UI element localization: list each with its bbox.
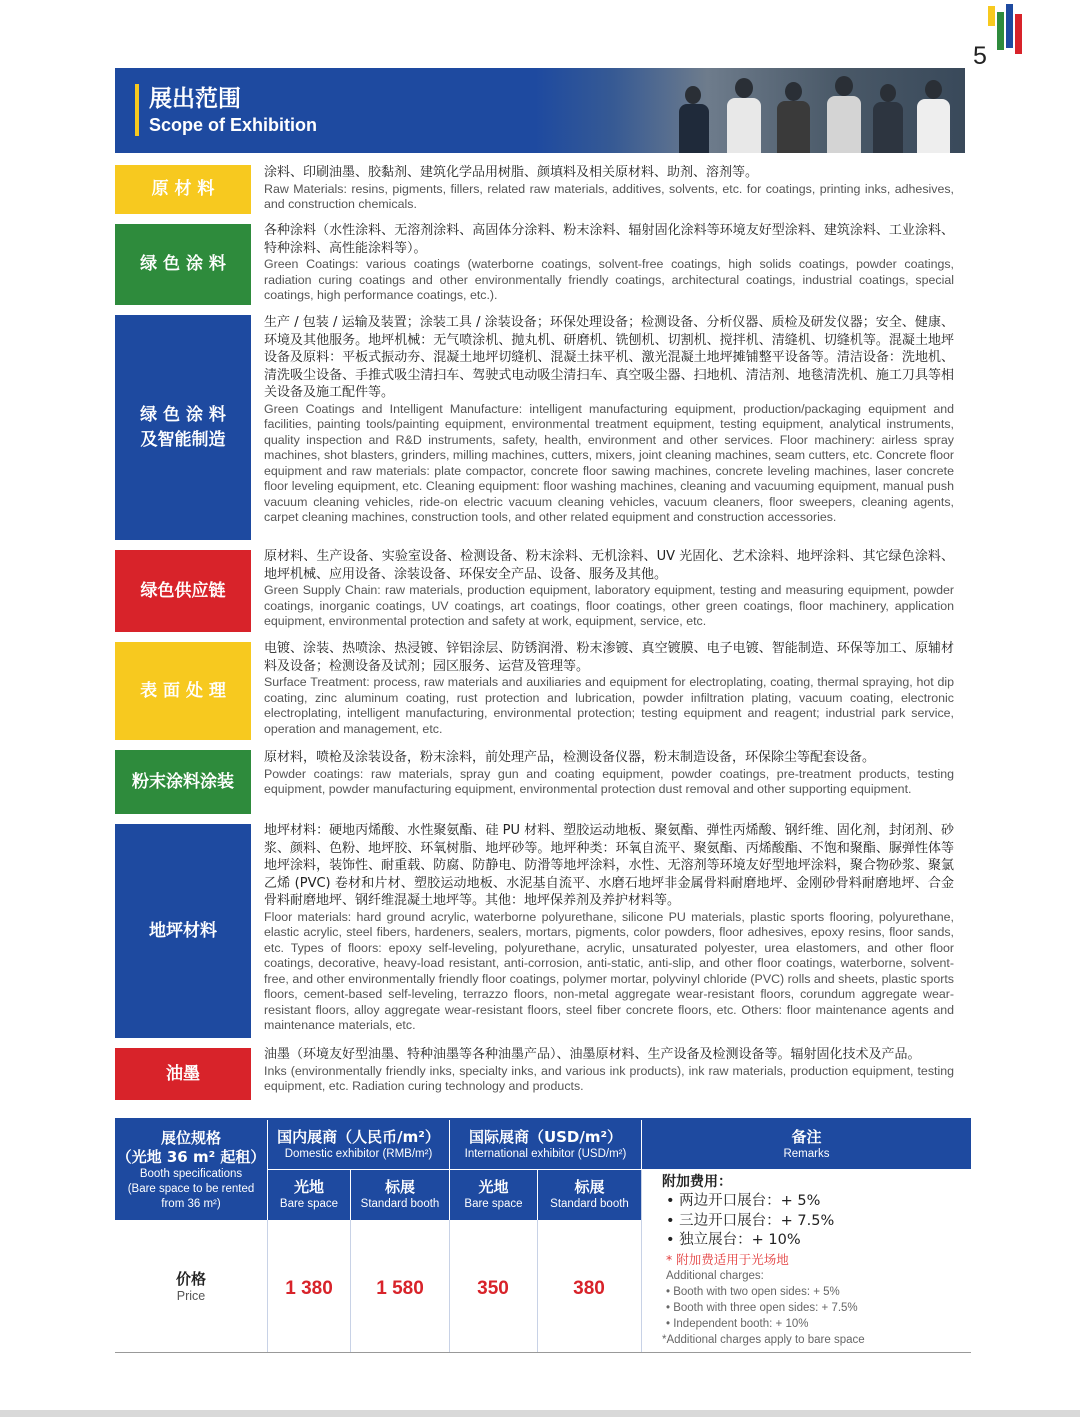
desc-cn: 原材料、生产设备、实验室设备、检测设备、粉末涂料、无机涂料、UV 光固化、艺术涂料、地坪涂料、其它绿色涂料、地坪机械、应用设备、涂装设备、环保安全产品、设备、服务及其他。 xyxy=(264,549,954,582)
exhibition-photo xyxy=(535,68,965,153)
desc-en: Green Supply Chain: raw materials, production equipment, laboratory equipment, testing and measuring equipment, powder coatings, inorganic coatings, UV coatings, art coatings, floor coatings, other green coatings, floor machinery, application equipment, environmental protection and safety at work, equipment, service, etc. xyxy=(264,583,954,628)
category-desc-floor-materials xyxy=(264,822,954,1034)
price-label-cn: 价格 xyxy=(175,1270,206,1288)
header-bare-en: Bare space xyxy=(464,1198,523,1210)
category-desc-powder-coatings xyxy=(264,749,954,798)
desc-en: Green Coatings: various coatings (waterborne coatings, solvent-free coatings, high solids coatings, powder coatings, radiation curing coatings and other environmentally friendly coatings, architectural coatings, industrial coatings, special coatings, high performance coatings, etc.). xyxy=(264,257,954,302)
desc-cn: 生产 / 包装 / 运输及装置；涂装工具 / 涂装设备；环保处理设备；检测设备、分析仪器、质检及研发仪器；安全、健康、环境及其他服务。地坪机械：无气喷涂机、抛丸机、研磨机、铣刨机、切割机、搅拌机、清缝机、切缝机等。混凝土地坪设备及原料：平板式振动夯、混凝土地坪切缝机、混凝土抹平机、激光混凝土地坪摊铺整平设备等。清洁设备：洗地机、清洗吸尘设备、手推式吸尘清扫车、驾驶式电动吸尘清扫车、真空吸尘器、扫地机、清洁剂、地毯清洗机、施工刀具等相关设备及施工配件等。 xyxy=(264,315,954,400)
header-bare-en: Bare space xyxy=(279,1198,339,1210)
price-row-label xyxy=(115,1268,267,1303)
category-label-inks: 油墨 xyxy=(115,1048,251,1100)
header-remarks xyxy=(642,1120,971,1169)
section-title-cn: 展出范围 xyxy=(149,86,241,112)
page-number: 5 xyxy=(973,42,987,70)
brand-logo xyxy=(988,0,1028,58)
header-domestic-standard xyxy=(351,1170,449,1220)
desc-cn: 油墨（环境友好型油墨、特种油墨等各种油墨产品）、油墨原材料、生产设备及检测设备等。辐射固化技术及产品。 xyxy=(264,1047,921,1062)
remark-en-note: *Additional charges apply to bare space xyxy=(662,1333,865,1346)
category-label-green-coatings: 绿 色 涂 料 xyxy=(115,224,251,305)
category-label-floor-materials: 地坪材料 xyxy=(115,824,251,1038)
remark-en-item: • Booth with two open sides: + 5% xyxy=(666,1285,840,1298)
remarks-panel xyxy=(662,1173,962,1348)
remark-item: • 独立展台：+ 10% xyxy=(666,1232,801,1248)
header-bare-cn: 光地 xyxy=(293,1178,324,1196)
desc-en: Surface Treatment: process, raw materials and auxiliaries and equipment for electroplating, coating, thermal spraying, hot dip coating, zinc aluminum coating, rust protection and lubrication, powder infiltration plating, vacuum coating, electronic electroplating, intelligent manufacturing, environmental protection; testing equipment and reagent; industrial park service, operation and management, etc. xyxy=(264,675,954,736)
remark-en-heading: Additional charges: xyxy=(666,1269,764,1282)
remark-en-item: • Independent booth: + 10% xyxy=(666,1317,809,1330)
desc-en: Raw Materials: resins, pigments, fillers, related raw materials, additives, solvents, etc. for coatings, printing inks, adhesives, and construction chemicals. xyxy=(264,181,954,211)
desc-en: Green Coatings and Intelligent Manufacture: intelligent manufacturing equipment, production/packaging equipment and facilities, painting tools/painting equipment, environmental treatment equipment, testing equipment, analytical instruments, quality inspection and R&D instruments, safety, health, environment and other services. Floor machinery: airless spray machines, shot blasters, grinders, milling machines, cutters, mixers, joint cleaning machines, seam cutters, etc. Concrete floor equipment and raw materials: plate compactor, concrete floor sawing machines, concrete leveling machines, laser concrete floor leveling equipment, etc. Cleaning equipment: floor washing machines, cleaning and vacuuming equipment, manual push vacuum cleaning vehicles, ride-on electric vacuum cleaning vehicles, vacuum cleaners, floor sweepers, cleaning agents, carpet cleaning machines, construction tools, and other related equipment and construction accessories. xyxy=(264,401,954,524)
category-label-intelligent-manufacture: 绿 色 涂 料 及智能制造 xyxy=(115,315,251,540)
price-label-en: Price xyxy=(176,1289,206,1303)
category-label-raw-materials: 原 材 料 xyxy=(115,165,251,214)
category-label-green-supply-chain: 绿色供应链 xyxy=(115,550,251,632)
header-booth-spec-en: Booth specifications xyxy=(139,1167,243,1180)
remarks-heading: 附加费用： xyxy=(662,1174,732,1190)
desc-cn: 原材料，喷枪及涂装设备，粉末涂料，前处理产品，检测设备仪器，粉末制造设备，环保除尘等配套设备。 xyxy=(264,750,876,765)
category-label-powder-coatings: 粉末涂料涂装 xyxy=(115,750,251,814)
remark-en-item: • Booth with three open sides: + 7.5% xyxy=(666,1301,858,1314)
section-banner xyxy=(115,68,965,153)
desc-en: Powder coatings: raw materials, spray gun and coating equipment, powder coatings, pre-treatment products, testing equipment, powder manufacturing equipment, environmental protection dust removal and other supporting equipment. xyxy=(264,766,954,796)
header-international xyxy=(450,1120,641,1169)
header-standard-cn: 标展 xyxy=(384,1178,415,1196)
header-international-en: International exhibitor (USD/m²) xyxy=(464,1147,627,1160)
remark-item: • 两边开口展台：+ 5% xyxy=(666,1193,821,1209)
category-desc-intelligent-manufacture xyxy=(264,314,954,526)
banner-accent-bar xyxy=(135,84,139,136)
category-desc-green-coatings xyxy=(264,222,954,304)
category-desc-inks xyxy=(264,1046,954,1095)
remark-item: • 三边开口展台：+ 7.5% xyxy=(666,1212,835,1229)
category-desc-green-supply-chain xyxy=(264,548,954,630)
remark-note: * 附加费适用于光场地 xyxy=(666,1251,789,1267)
price-international-standard: 380 xyxy=(573,1278,605,1299)
category-desc-surface-treatment xyxy=(264,640,954,737)
header-international-standard xyxy=(538,1170,641,1220)
desc-en: Inks (environmentally friendly inks, specialty inks, and various ink products), ink raw materials, production equipment, testing equipment, etc. Radiation curing technology and products. xyxy=(264,1063,954,1093)
desc-cn: 地坪材料：硬地丙烯酸、水性聚氨酯、硅 PU 材料、塑胶运动地板、聚氨酯、弹性丙烯酸、钢纤维、固化剂，封闭剂、砂浆、颜料、色粉、地坪胶、环氧树脂、地坪砂等。地坪种类：环氧自流平、聚氨酯、丙烯酸酯、不饱和聚酯、脲弹性体等地坪涂料，装饰性、耐重载、防腐、防静电、防滑等地坪涂料，水性、无溶剂等环境友好型地坪涂料，聚合物砂浆、聚氯乙烯 (PVC) 卷材和片材、塑胶运动地板、水泥基自流平、水磨石地坪非金属骨料耐磨地坪、金刚砂骨料耐磨地坪、合金骨料耐磨地坪、钢纤维混凝土地坪等。其他：地坪保养剂及养护材料等。 xyxy=(264,823,954,908)
header-international-cn: 国际展商（USD/m²） xyxy=(468,1127,623,1146)
header-standard-en: Standard booth xyxy=(550,1198,629,1210)
header-domestic-cn: 国内展商（人民币/m²） xyxy=(277,1127,440,1146)
header-booth-spec-cn: 展位规格 xyxy=(160,1128,221,1147)
header-international-bare xyxy=(450,1170,537,1220)
header-domestic-bare xyxy=(268,1170,350,1220)
category-desc-raw-materials xyxy=(264,164,954,213)
page-bottom-bar xyxy=(0,1410,1080,1417)
desc-cn: 电镀、涂装、热喷涂、热浸镀、锌铝涂层、防锈润滑、粉末渗镀、真空镀膜、电子电镀、智能制造、环保等加工、原辅材料及设备；检测设备及试剂；园区服务、运营及管理等。 xyxy=(264,641,954,674)
header-bare-cn: 光地 xyxy=(478,1178,509,1196)
header-domestic xyxy=(268,1120,449,1169)
category-label-surface-treatment: 表 面 处 理 xyxy=(115,642,251,740)
desc-en: Floor materials: hard ground acrylic, waterborne polyurethane, silicone PU materials, plastic sports flooring, polyurethane, elastic acrylic, steel fibers, hardeners, sealers, mortars, pigments, color powders, floor adhesives, epoxy resins, floor sands, etc. Types of floors: epoxy self-leveling, polyurethane, acrylic, unsaturated polyester, urea elastomers, and other floor coatings, decorative, heavy-load resistant, anti-corrosion, anti-static, anti-slip, and other floor coatings, waterborne, solvent-free, and other environmentally friendly floor coatings, polymer mortar, polyvinyl chloride (PVC) rolls and sheets, plastic sports floors, cement-based self-leveling, terrazzo floors, non-metal aggregate wear-resistant floors, corundum aggregate wear-resistant floors, alloy aggregate wear-resistant floors, steel fiber concrete floors, etc. Others: floor maintenance agents and maintenance materials, etc. xyxy=(264,909,954,1032)
price-domestic-bare: 1 380 xyxy=(285,1278,333,1299)
header-domestic-en: Domestic exhibitor (RMB/m²) xyxy=(284,1147,433,1160)
desc-cn: 各种涂料（水性涂料、无溶剂涂料、高固体分涂料、粉末涂料、辐射固化涂料等环境友好型涂料、建筑涂料、工业涂料、特种涂料、高性能涂料等）。 xyxy=(264,223,954,256)
price-international-bare: 350 xyxy=(477,1278,509,1299)
price-domestic-standard: 1 580 xyxy=(376,1278,424,1299)
section-title-en: Scope of Exhibition xyxy=(149,115,318,135)
header-remarks-en: Remarks xyxy=(783,1147,830,1160)
table-bottom-rule xyxy=(115,1352,971,1353)
header-booth-spec xyxy=(115,1120,267,1220)
header-standard-cn: 标展 xyxy=(574,1178,605,1196)
table-divider xyxy=(641,1170,642,1353)
header-booth-spec-cn-note: （光地 36 m² 起租） xyxy=(116,1147,266,1166)
header-remarks-cn: 备注 xyxy=(791,1127,822,1146)
header-booth-spec-en-note: (Bare space to be rented from 36 m²) xyxy=(127,1182,255,1210)
header-standard-en: Standard booth xyxy=(360,1198,440,1210)
desc-cn: 涂料、印刷油墨、胶黏剂、建筑化学品用树脂、颜填料及相关原材料、助剂、溶剂等。 xyxy=(264,165,759,180)
